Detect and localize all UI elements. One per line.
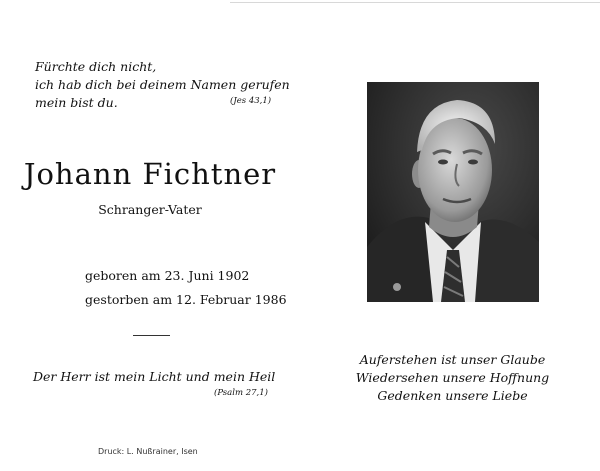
death-date: gestorben am 12. Februar 1986 [85, 292, 287, 307]
psalm-quote: Der Herr ist mein Licht und mein Heil [33, 369, 276, 384]
deceased-role: Schranger-Vater [98, 202, 202, 217]
deceased-name: Johann Fichtner [23, 157, 277, 191]
verse-reference: (Jes 43,1) [230, 96, 272, 106]
psalm-reference: (Psalm 27,1) [214, 388, 268, 398]
birth-date: geboren am 23. Juni 1902 [85, 268, 250, 283]
closing-line-2: Wiedersehen unsere Hoffnung [355, 370, 550, 385]
verse-line-3: mein bist du. [35, 95, 118, 110]
portrait-drawing [367, 82, 539, 302]
closing-line-1: Auferstehen ist unser Glaube [359, 352, 546, 367]
closing-line-3: Gedenken unsere Liebe [377, 388, 528, 403]
top-edge-line [230, 2, 600, 3]
divider [133, 335, 170, 336]
portrait-photo [367, 82, 539, 302]
verse-line-2: ich hab dich bei deinem Namen gerufen [35, 77, 290, 92]
printer-credit: Druck: L. Nußrainer, Isen [98, 447, 198, 456]
verse-line-1: Fürchte dich nicht, [35, 59, 157, 74]
closing-verse [345, 351, 560, 405]
